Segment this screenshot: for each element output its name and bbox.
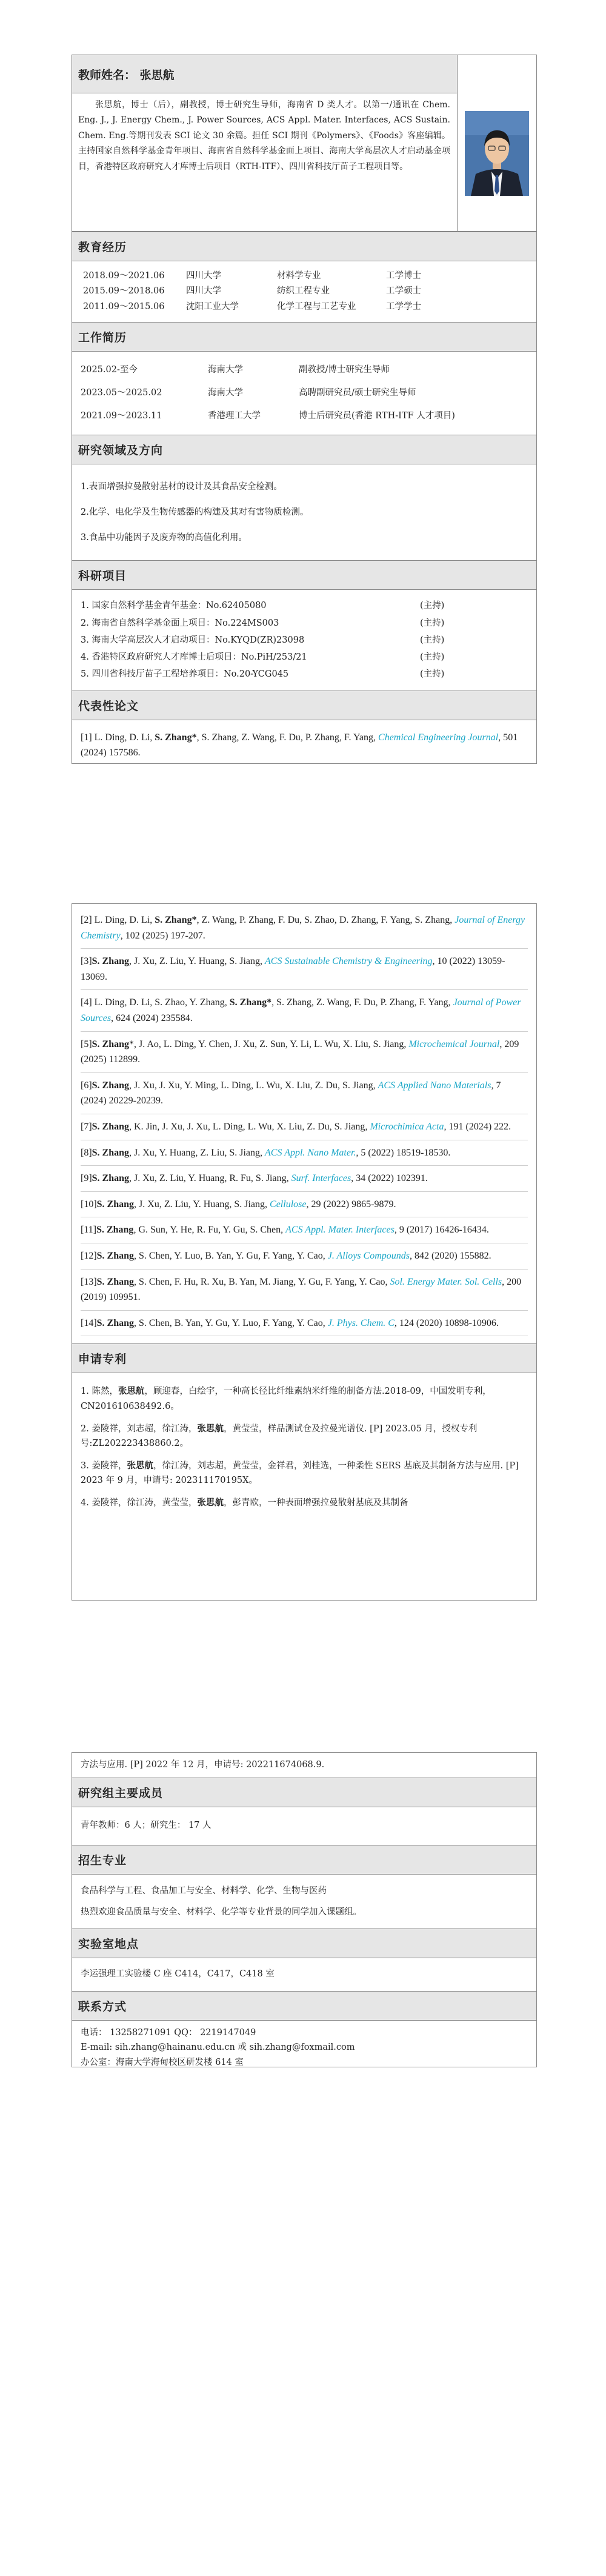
paper-prefix: [9] (81, 1173, 92, 1184)
paper-journal-link[interactable]: Chemical Engineering Journal (378, 732, 499, 743)
project-role: (主持) (420, 635, 445, 645)
research-item: 3.食品中功能因子及废弃物的高值化利用。 (81, 533, 247, 543)
patent-author-self: 张思航 (197, 1497, 224, 1508)
work-org: 海南大学 (208, 365, 243, 375)
patent-author-self: 张思航 (118, 1386, 145, 1397)
education-period: 2018.09～2021.06 (83, 271, 165, 281)
team-text: 青年教师：6 人；研究生： 17 人 (81, 1821, 211, 1831)
paper-author-self: S. Zhang (92, 1039, 130, 1049)
education-school: 沈阳工业大学 (186, 301, 239, 312)
paper-entry (81, 1166, 528, 1192)
paper-volume: , 102 (2025) 197-207. (120, 930, 205, 941)
paper-author-self: S. Zhang (92, 1080, 130, 1091)
paper-author-self: S. Zhang (96, 1199, 135, 1209)
paper-volume: , 7 (2024) 20229-20239. (81, 1080, 501, 1106)
work-title: 副教授/博士研究生导师 (299, 365, 390, 375)
education-row (81, 299, 528, 315)
paper-volume: , 200 (2019) 109951. (81, 1276, 522, 1303)
research-item: 1.表面增强拉曼散射基材的设计及其食品安全检测。 (81, 482, 282, 492)
patent-item (81, 1418, 528, 1455)
paper-prefix: [5] (81, 1039, 92, 1049)
paper-journal-link[interactable]: Sol. Energy Mater. Sol. Cells (390, 1276, 502, 1287)
patent-detail: ，黄莹莹，样品测试仓及拉曼光谱仪. [P] 2023.05 月，授权专利号:ZL202223438860.2。 (81, 1423, 478, 1449)
work-title: 博士后研究员(香港 RTH-ITF 人才项目) (299, 410, 455, 421)
paper-entry (81, 908, 528, 949)
project-role: (主持) (420, 652, 445, 663)
patents-heading: 申请专利 (72, 1343, 536, 1373)
patents-list (72, 1373, 536, 1521)
papers-heading: 代表性论文 (72, 691, 536, 720)
paper-authors: , K. Jin, J. Xu, J. Xu, L. Ding, L. Wu, X. Liu, Z. Du, S. Jiang, (129, 1121, 370, 1132)
research-item: 2.化学、电化学及生物传感器的构建及其对有害物质检测。 (81, 507, 309, 518)
work-title: 高聘副研究员/硕士研究生导师 (299, 387, 416, 398)
paper-prefix: [3] (81, 956, 92, 967)
paper-entry (81, 1073, 528, 1114)
project-row (81, 649, 528, 666)
paper-volume: , 10 (2022) 13059-13069. (81, 956, 505, 982)
paper-journal-link[interactable]: Microchimica Acta (370, 1121, 444, 1132)
paper-journal-link[interactable]: ACS Appl. Mater. Interfaces (285, 1225, 395, 1236)
paper-authors: *, J. Ao, L. Ding, Y. Chen, J. Xu, Z. Sun, Y. Li, L. Wu, X. Liu, S. Jiang, (129, 1039, 409, 1049)
paper-author-self: S. Zhang* (155, 732, 197, 743)
paper-entry (81, 1032, 528, 1073)
paper-journal-link[interactable]: Cellulose (270, 1199, 307, 1209)
papers-first (72, 720, 536, 771)
paper-authors: , J. Xu, Y. Huang, Z. Liu, S. Jiang, (129, 1147, 265, 1158)
page-2 (72, 903, 537, 1601)
paper-volume: , 34 (2022) 102391. (351, 1173, 428, 1184)
education-degree: 工学学士 (386, 301, 421, 312)
team-heading: 研究组主要成员 (72, 1778, 536, 1807)
paper-author-self: S. Zhang (92, 1173, 130, 1184)
paper-entry (81, 1311, 528, 1337)
work-org: 海南大学 (208, 387, 243, 398)
paper-entry (81, 1270, 528, 1311)
research-heading: 研究领域及方向 (72, 435, 536, 464)
lab-text: 李运强理工实验楼 C 座 C414，C417，C418 室 (81, 1969, 275, 1979)
work-heading: 工作简历 (72, 322, 536, 352)
recruit-heading: 招生专业 (72, 1845, 536, 1875)
project-role: (主持) (420, 601, 445, 611)
contact-email[interactable]: E-mail: sih.zhang@hainanu.edu.cn 或 sih.zhang@foxmail.com (81, 2042, 355, 2053)
paper-author-self: S. Zhang* (155, 915, 197, 925)
paper-entry (81, 1140, 528, 1166)
education-list (72, 261, 536, 322)
paper-journal-link[interactable]: Surf. Interfaces (291, 1173, 351, 1184)
work-list (72, 352, 536, 435)
work-row (81, 382, 528, 405)
paper-journal-link[interactable]: ACS Sustainable Chemistry & Engineering (265, 956, 433, 967)
projects-heading: 科研项目 (72, 560, 536, 590)
paper-entry (81, 949, 528, 990)
paper-prefix: [13] (81, 1276, 97, 1287)
patent-prefix: 1. 陈然， (81, 1387, 118, 1397)
work-period: 2025.02-至今 (81, 365, 138, 375)
research-list (72, 464, 536, 560)
education-row (81, 284, 528, 299)
paper-entry (81, 1217, 528, 1243)
paper-volume: , 842 (2020) 155882. (409, 1250, 491, 1261)
paper-journal-link[interactable]: ACS Appl. Nano Mater. (265, 1147, 356, 1158)
patent-item (81, 1380, 528, 1417)
patent-author-self: 张思航 (127, 1460, 153, 1471)
education-heading: 教育经历 (72, 232, 536, 261)
patent-detail: ，顾迎春，白绘宇，一种高长径比纤维素纳米纤维的制备方法.2018-09，中国发明专利，CN201610638492.6。 (81, 1387, 491, 1411)
paper-authors: , S. Zhang, Z. Wang, F. Du, P. Zhang, F. Yang, (271, 997, 453, 1008)
work-period: 2021.09～2023.11 (81, 410, 162, 421)
patent-detail: ，彭青欧，一种表面增强拉曼散射基底及其制备 (223, 1498, 408, 1508)
photo-frame (457, 55, 536, 231)
portrait-illustration (465, 111, 529, 196)
paper-author-self: S. Zhang (92, 1121, 130, 1132)
paper-journal-link[interactable]: Microchemical Journal (408, 1039, 500, 1049)
paper-authors: , J. Xu, Z. Liu, Y. Huang, R. Fu, S. Jiang, (129, 1173, 291, 1184)
paper-authors: , J. Xu, J. Xu, Y. Ming, L. Ding, L. Wu, X. Liu, Z. Du, S. Jiang, (129, 1080, 378, 1091)
paper-author-self: S. Zhang (96, 1276, 135, 1287)
patent-item (81, 1455, 528, 1492)
education-period: 2011.09～2015.06 (83, 301, 165, 312)
paper-prefix: [6] (81, 1080, 92, 1091)
projects-list (72, 590, 536, 690)
paper-volume: , 191 (2024) 222. (444, 1121, 511, 1132)
education-row (81, 269, 528, 284)
profile-section (72, 55, 536, 232)
project-row (81, 632, 528, 649)
contact-heading: 联系方式 (72, 1991, 536, 2021)
paper-entry (81, 1114, 528, 1140)
paper-prefix: [1] L. Ding, D. Li, (81, 732, 155, 743)
education-school: 四川大学 (186, 286, 221, 296)
education-degree: 工学硕士 (386, 286, 421, 296)
education-major: 化学工程与工艺专业 (277, 301, 356, 312)
paper-volume: , 9 (2017) 16426-16434. (394, 1225, 489, 1236)
paper-volume: , 5 (2022) 18519-18530. (356, 1147, 451, 1158)
project-row (81, 597, 528, 614)
paper-author-self: S. Zhang (96, 1250, 135, 1261)
paper-authors: , J. Xu, Z. Liu, Y. Huang, S. Jiang, (129, 956, 265, 967)
paper-prefix: [12] (81, 1250, 97, 1261)
page-1 (72, 55, 537, 764)
paper-prefix: [2] L. Ding, D. Li, (81, 915, 155, 925)
patent-continuation: 方法与应用. [P] 2022 年 12 月，申请号: 202211674068.9. (81, 1760, 325, 1770)
recruit-body (72, 1875, 536, 1929)
lab-heading: 实验室地点 (72, 1929, 536, 1958)
project-text: 4. 香港特区政府研究人才库博士后项目：No.PiH/253/21 (81, 652, 307, 663)
project-role: (主持) (420, 618, 445, 628)
paper-authors: , S. Chen, B. Yan, Y. Gu, Y. Luo, F. Yang, Y. Cao, (134, 1317, 328, 1328)
paper-authors: , J. Xu, Z. Liu, Y. Huang, S. Jiang, (134, 1199, 270, 1209)
patent-detail: ，徐江涛，刘志超，黄莹莹，金祥君，刘桂选，一种柔性 SERS 基底及其制备方法与应用. [P] 2023 年 9 月，申请号: 202311170195X。 (81, 1460, 519, 1486)
paper-authors: , S. Zhang, Z. Wang, F. Du, P. Zhang, F. Yang, (196, 732, 379, 743)
paper-authors: , S. Chen, Y. Luo, B. Yan, Y. Gu, F. Yang, Y. Cao, (134, 1250, 328, 1261)
project-text: 2. 海南省自然科学基金面上项目：No.224MS003 (81, 618, 279, 628)
work-row (81, 359, 528, 382)
paper-prefix: [14] (81, 1317, 97, 1328)
patent-prefix: 4. 姜陵祥，徐江涛，黄莹莹， (81, 1498, 198, 1508)
project-text: 1. 国家自然科学基金青年基金：No.62405080 (81, 601, 267, 611)
paper-entry (81, 1243, 528, 1270)
paper-journal-link[interactable]: J. Phys. Chem. C (327, 1317, 395, 1328)
paper-journal-link[interactable]: Journal of Power Sources (81, 997, 521, 1023)
paper-prefix: [8] (81, 1147, 92, 1158)
paper-volume: , 624 (2024) 235584. (111, 1012, 193, 1023)
papers-list (72, 904, 536, 1343)
paper-authors: , G. Sun, Y. He, R. Fu, Y. Gu, S. Chen, (133, 1225, 286, 1236)
paper-author-self: S. Zhang* (229, 997, 272, 1008)
work-row (81, 405, 528, 428)
paper-journal-link[interactable]: ACS Applied Nano Materials (378, 1080, 491, 1091)
profile-intro: 张思航，博士（后），副教授，博士研究生导师，海南省 D 类人才。以第一/通讯在 Chem. Eng. J., J. Energy Chem., J. Power Sources, ACS Appl. Mater. Interfaces, ACS Sustain. Chem. Eng.等期刊发表 SCI 论文 30 余篇。担任 SCI 期刊《Polymers》、《Foods》客座编辑。主持国家自然科学基金青年项目、海南省自然科学基金面上项目、海南大学高层次人才启动基金项目，香港特区政府研究人才库博士后项目（RTH-ITF）、四川省科技厅苗子工程项目等。 (78, 100, 450, 172)
recruit-welcome: 热烈欢迎食品质量与安全、材料学、化学等专业背景的同学加入课题组。 (81, 1907, 362, 1917)
paper-entry (81, 728, 528, 763)
contact-body (72, 2021, 536, 2075)
work-period: 2023.05～2025.02 (81, 387, 162, 398)
contact-phone: 电话： 13258271091 QQ： 2219147049 (81, 2027, 256, 2038)
contact-office: 办公室：海南大学海甸校区研发楼 614 室 (81, 2058, 244, 2067)
project-text: 5. 四川省科技厅苗子工程培养项目：No.20-YCG045 (81, 669, 289, 680)
education-degree: 工学博士 (386, 271, 421, 281)
paper-volume: , 124 (2020) 10898-10906. (394, 1317, 499, 1328)
paper-journal-link[interactable]: Journal of Energy Chemistry (81, 915, 525, 941)
paper-prefix: [4] L. Ding, D. Li, S. Zhao, Y. Zhang, (81, 997, 230, 1008)
paper-authors: , S. Chen, F. Hu, R. Xu, B. Yan, M. Jiang, Y. Gu, F. Yang, Y. Cao, (134, 1276, 390, 1287)
patent-item (81, 1492, 528, 1514)
paper-entry (81, 1192, 528, 1218)
project-row (81, 615, 528, 632)
paper-author-self: S. Zhang (96, 1225, 134, 1236)
project-role: (主持) (420, 669, 445, 680)
paper-author-self: S. Zhang (92, 1147, 130, 1158)
portrait-photo (465, 111, 529, 196)
paper-author-self: S. Zhang (92, 956, 130, 967)
paper-entry (81, 990, 528, 1031)
page-3 (72, 1752, 537, 2067)
education-major: 材料学专业 (277, 271, 321, 281)
project-row (81, 666, 528, 683)
education-major: 纺织工程专业 (277, 286, 330, 296)
paper-prefix: [7] (81, 1121, 92, 1132)
education-school: 四川大学 (186, 271, 221, 281)
patent-prefix: 3. 姜陵祥， (81, 1460, 127, 1471)
paper-prefix: [10] (81, 1199, 97, 1209)
project-text: 3. 海南大学高层次人才启动项目：No.KYQD(ZR)23098 (81, 635, 305, 645)
paper-author-self: S. Zhang (96, 1317, 135, 1328)
teacher-name: 教师姓名： 张思航 (78, 69, 175, 82)
paper-volume: , 29 (2022) 9865-9879. (306, 1199, 396, 1209)
paper-volume: , 209 (2025) 112899. (81, 1039, 519, 1065)
recruit-majors: 食品科学与工程、食品加工与安全、材料学、化学、生物与医药 (81, 1885, 327, 1896)
paper-journal-link[interactable]: J. Alloys Compounds (327, 1250, 410, 1261)
work-org: 香港理工大学 (208, 410, 261, 421)
patent-author-self: 张思航 (197, 1423, 224, 1434)
paper-volume: , 501 (2024) 157586. (81, 732, 518, 758)
patent-prefix: 2. 姜陵祥，刘志超，徐江涛， (81, 1423, 198, 1434)
paper-prefix: [11] (81, 1225, 97, 1236)
name-header (72, 55, 458, 93)
paper-authors: , Z. Wang, P. Zhang, F. Du, S. Zhao, D. Zhang, F. Yang, S. Zhang, (196, 915, 455, 925)
education-period: 2015.09～2018.06 (83, 286, 165, 296)
